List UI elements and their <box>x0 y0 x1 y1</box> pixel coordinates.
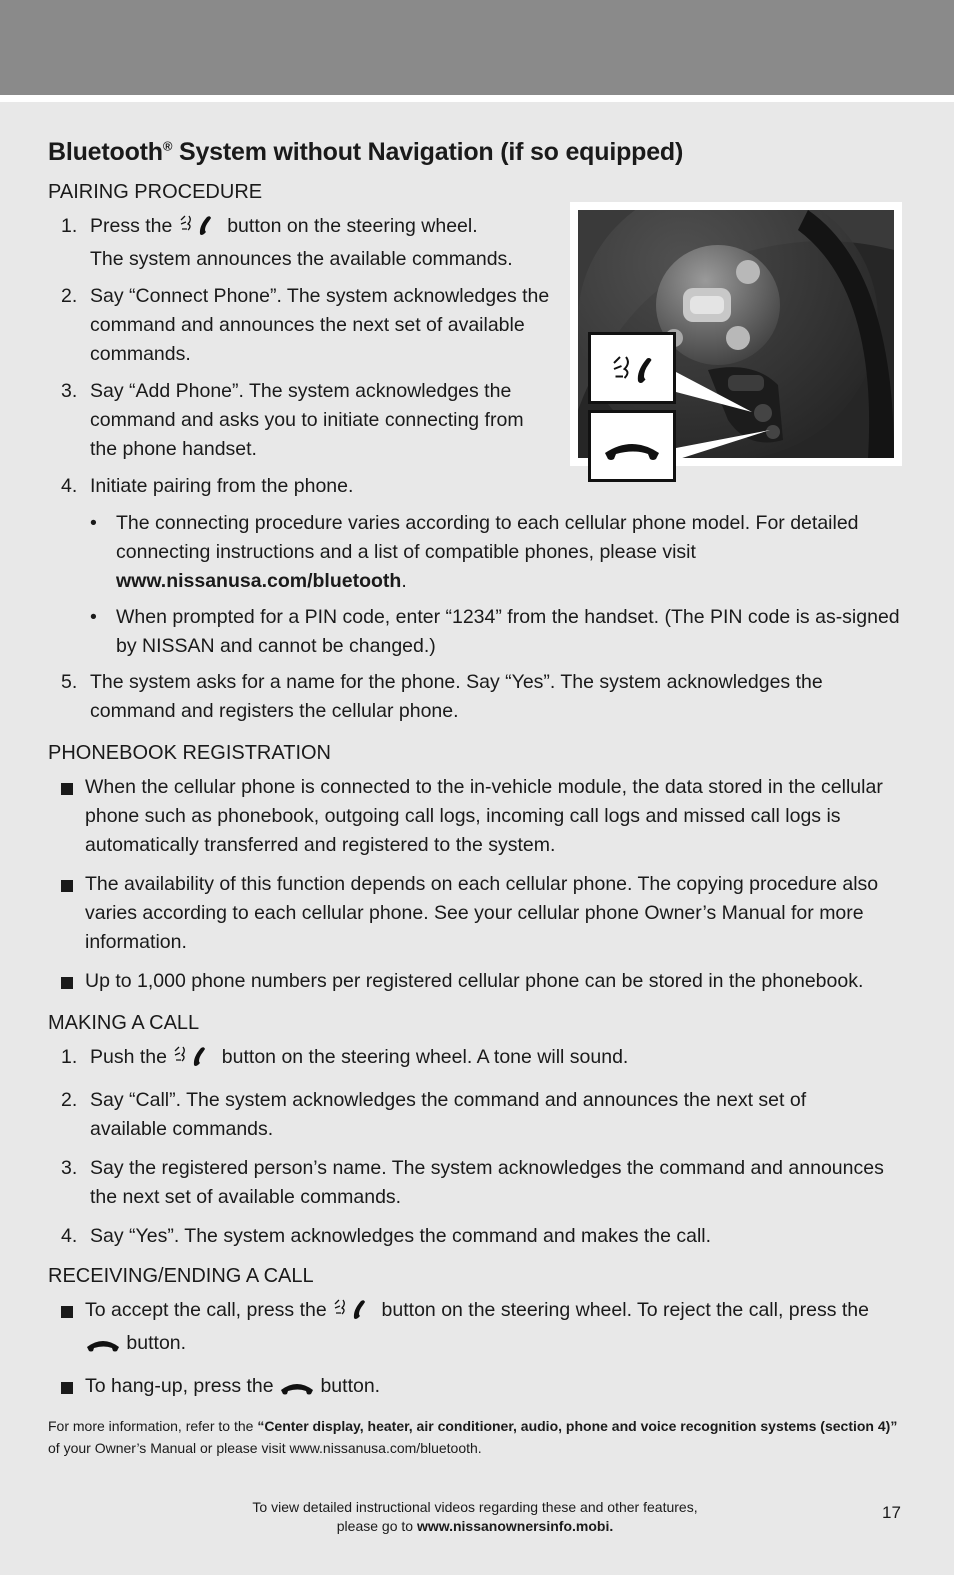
owners-info-link[interactable]: www.nissanownersinfo.mobi. <box>416 1518 614 1534</box>
footer-note: To view detailed instructional videos regarding these and other features, please go to www.nissanownersinfo.mobi. <box>252 1499 698 1534</box>
making-call-heading: MAKING A CALL <box>48 1012 200 1034</box>
phonebook-item-3: Up to 1,000 phone numbers per registered cellular phone can be stored in the phonebook. <box>48 967 900 996</box>
page-title: Bluetooth® System without Navigation (if so equipped) <box>48 138 684 166</box>
talk-phone-icon <box>172 1043 216 1076</box>
pairing-step-5: 5. The system asks for a name for the phone. Say “Yes”. The system acknowledges the command and registers the cellular phone. <box>61 671 823 722</box>
phonebook-heading: PHONEBOOK REGISTRATION <box>48 742 331 764</box>
page-number: 17 <box>882 1503 901 1522</box>
talk-phone-icon <box>332 1296 376 1329</box>
making-step-1: 1. Push the button on the steering wheel. A tone will sound. <box>48 1043 900 1076</box>
more-info-note: For more information, refer to the “Center display, heater, air conditioner, audio, phone and voice recognition systems (section 4)” of your Owner’s Manual or please visit www.nissanusa.com/bluetooth. <box>48 1418 898 1456</box>
hang-up-icon <box>85 1333 121 1362</box>
header-bar <box>0 0 954 95</box>
receiving-item-2: To hang-up, press the button. <box>48 1372 900 1405</box>
pairing-step-2: 2. Say “Connect Phone”. The system acknowledges the command and announces the next set of available commands. <box>61 285 550 365</box>
header-divider <box>0 95 954 102</box>
phonebook-item-1: When the cellular phone is connected to the in-vehicle module, the data stored in the cellular phone such as phonebook, outgoing call logs, incoming call logs and missed call logs is automatically transferred and registered to the system. <box>48 773 900 860</box>
pairing-bullet-1: • The connecting procedure varies according to each cellular phone model. For detailed connecting instructions and a list of compatible phones, please visit www.nissanusa.com/bluetooth. <box>90 512 859 592</box>
talk-phone-icon <box>178 212 222 245</box>
phonebook-item-2: The availability of this function depends on each cellular phone. The copying procedure also varies according to each cellular phone. See your cellular phone Owner’s Manual for more information. <box>48 870 900 957</box>
pairing-step-1: 1. Press the button on the steering wheel. The system announces the available commands. <box>48 212 900 274</box>
hang-up-icon <box>279 1376 315 1405</box>
pairing-bullet-2: • When prompted for a PIN code, enter “1234” from the handset. (The PIN code is as-signed by NISSAN and cannot be changed.) <box>90 606 900 657</box>
pairing-heading: PAIRING PROCEDURE <box>48 181 263 203</box>
receiving-heading: RECEIVING/ENDING A CALL <box>48 1265 314 1287</box>
pairing-step-4: 4. Initiate pairing from the phone. <box>61 475 354 497</box>
receiving-item-1: To accept the call, press the button on the steering wheel. To reject the call, press the button. <box>48 1296 900 1362</box>
making-step-3: 3. Say the registered person’s name. The system acknowledges the command and announces the next set of available commands. <box>61 1157 884 1208</box>
making-step-4: 4. Say “Yes”. The system acknowledges the command and makes the call. <box>61 1225 712 1247</box>
page-content <box>48 138 900 1459</box>
making-step-2: 2. Say “Call”. The system acknowledges the command and announces the next set of available commands. <box>61 1089 807 1140</box>
bluetooth-link[interactable]: www.nissanusa.com/bluetooth <box>116 570 402 592</box>
pairing-step-3: 3. Say “Add Phone”. The system acknowledges the command and asks you to initiate connecting from the phone handset. <box>61 380 524 460</box>
